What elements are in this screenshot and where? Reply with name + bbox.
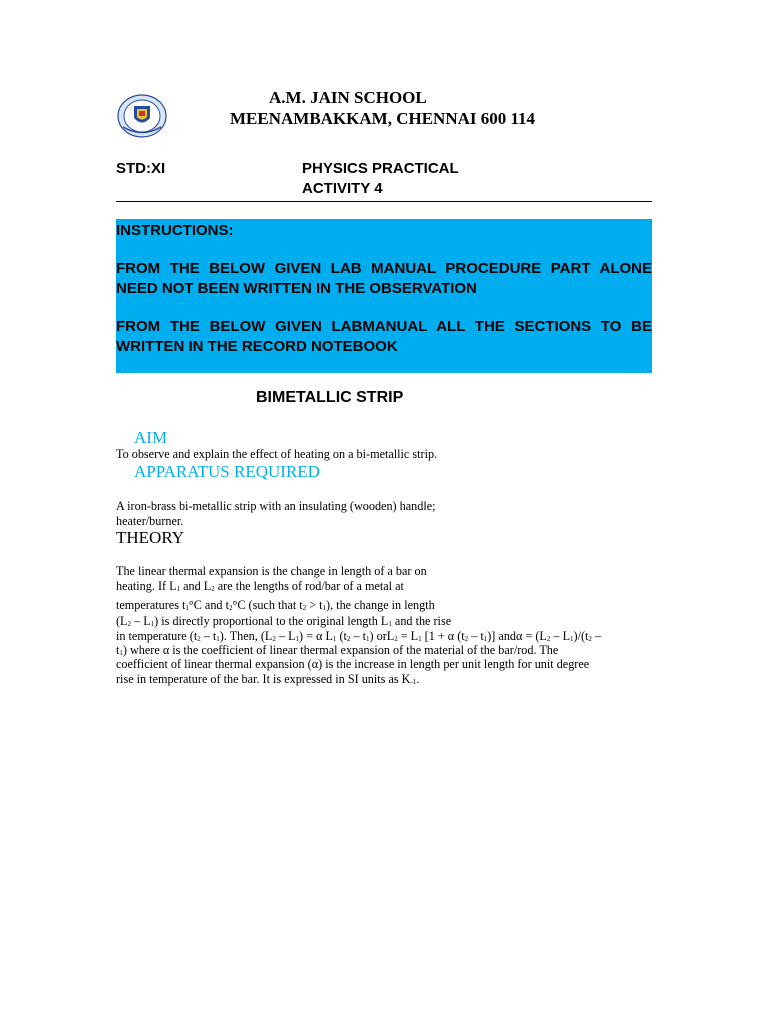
- instruction-record: FROM THE BELOW GIVEN LABMANUAL ALL THE SECTIONS TO BE WRITTEN IN THE RECORD NOTEBOOK: [116, 318, 652, 355]
- theory-line-1: The linear thermal expansion is the change in length of a bar on: [116, 564, 427, 578]
- std-label: STD:XI: [116, 160, 166, 177]
- theory-line-4: $(L_2 - L_1)$ is directly proportional to the original length $L_1$ and the rise: [116, 614, 452, 628]
- theory-line-7: coefficient of linear thermal expansion (α) is the increase in length per unit length for unit degree: [116, 657, 590, 671]
- theory-line-5: in temperature $(t_2 - t_1)$. Then, $(L_2 - L_1) = \alpha$ $L_1$ $(t_2 - t_1) orL_2 = L_1$ [1 + α $(t_2 - t_1)$] $and\alpha = (L_2 - L_1)/(t_2$ –: [116, 629, 602, 643]
- apparatus-line-2: heater/burner.: [116, 514, 184, 528]
- theory-line-6: $t_1$) where α is the coefficient of linear thermal expansion of the material of the bar/rod. The: [116, 643, 559, 657]
- aim-heading: AIM: [134, 428, 168, 447]
- document-title: BIMETALLIC STRIP: [256, 389, 404, 406]
- instructions-heading: INSTRUCTIONS:: [116, 222, 234, 239]
- header-divider: [116, 201, 652, 202]
- activity-number: ACTIVITY 4: [302, 180, 383, 197]
- theory-line-3: temperatures $t_1^\circ C$ and $t_2^\circ C$ (such that $t_2 > t_1$), the change in length: [116, 598, 435, 612]
- instruction-observation: FROM THE BELOW GIVEN LAB MANUAL PROCEDURE PART ALONE NEED NOT BEEN WRITTEN IN THE OBSERVATION: [116, 260, 652, 297]
- theory-line-8: rise in temperature of the bar. It is expressed in SI units as $K_{-1}$.: [116, 672, 420, 686]
- school-crest-icon: [117, 94, 167, 138]
- instructions-box: [116, 219, 652, 373]
- apparatus-heading: APPARATUS REQUIRED: [134, 462, 320, 481]
- aim-text: To observe and explain the effect of heating on a bi-metallic strip.: [116, 447, 438, 461]
- school-address: MEENAMBAKKAM, CHENNAI 600 114: [230, 109, 536, 128]
- theory-heading: THEORY: [116, 528, 184, 547]
- apparatus-line-1: A iron-brass bi-metallic strip with an insulating (wooden) handle;: [116, 499, 436, 513]
- school-name: A.M. JAIN SCHOOL: [269, 88, 427, 107]
- subject-title: PHYSICS PRACTICAL: [302, 160, 459, 177]
- theory-line-2: heating. If $L_1$ and $L_2$ are the lengths of rod/bar of a metal at: [116, 579, 404, 593]
